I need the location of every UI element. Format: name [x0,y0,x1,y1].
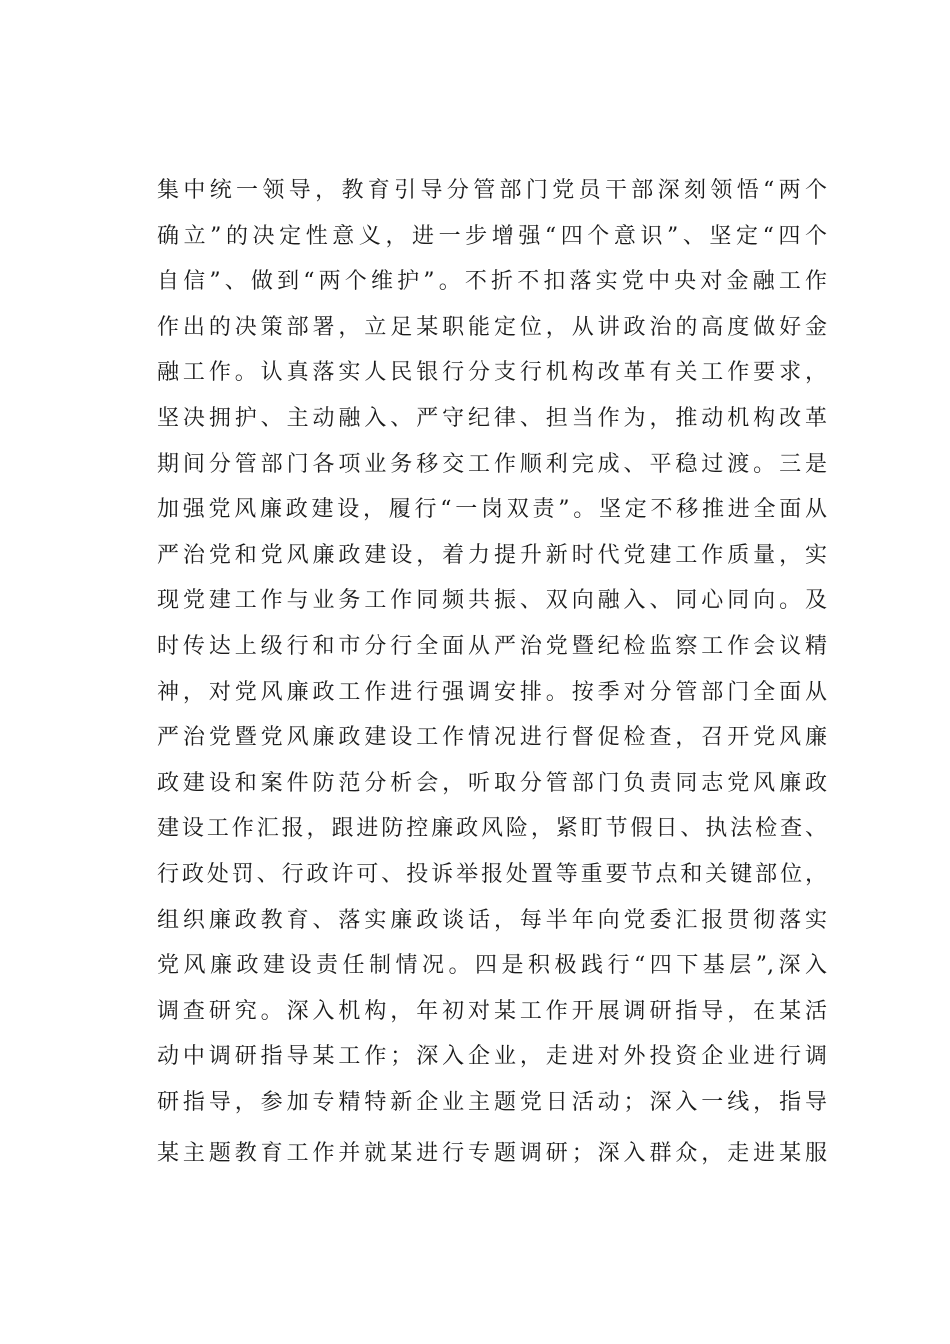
text-line: 加强党风廉政建设，履行“一岗双责”。坚定不移推进全面从 [157,497,827,523]
text-line: 集中统一领导，教育引导分管部门党员干部深刻领悟“两个 [157,178,827,203]
text-line: 党风廉政建设责任制情况。四是积极践行“四下基层”,深入 [157,953,827,979]
text-line: 严治党和党风廉政建设，着力提升新时代党建工作质量，实 [157,542,827,568]
text-line: 严治党暨党风廉政建设工作情况进行督促检查，召开党风廉 [157,725,827,751]
text-line: 建设工作汇报，跟进防控廉政风险，紧盯节假日、执法检查、 [157,816,827,842]
text-line: 现党建工作与业务工作同频共振、双向融入、同心同向。及 [157,588,827,614]
text-line: 期间分管部门各项业务移交工作顺利完成、平稳过渡。三是 [157,451,827,477]
text-line: 行政处罚、行政许可、投诉举报处置等重要节点和关键部位， [157,861,827,887]
text-line: 时传达上级行和市分行全面从严治党暨纪检监察工作会议精 [157,633,827,659]
text-line: 自信”、做到“两个维护”。不折不扣落实党中央对金融工作 [157,269,827,295]
text-line: 神，对党风廉政工作进行强调安排。按季对分管部门全面从 [157,679,827,705]
text-line: 坚决拥护、主动融入、严守纪律、担当作为，推动机构改革 [157,405,827,431]
text-line: 作出的决策部署，立足某职能定位，从讲政治的高度做好金 [157,314,827,340]
text-line: 调查研究。深入机构，年初对某工作开展调研指导，在某活 [157,998,827,1024]
text-line: 某主题教育工作并就某进行专题调研；深入群众，走进某服 [157,1141,827,1167]
text-line: 研指导，参加专精特新企业主题党日活动；深入一线，指导 [157,1089,827,1115]
text-line: 政建设和案件防范分析会，听取分管部门负责同志党风廉政 [157,770,827,796]
text-line: 动中调研指导某工作；深入企业，走进对外投资企业进行调 [157,1044,827,1070]
body-text [157,168,827,1177]
text-line: 组织廉政教育、落实廉政谈话，每半年向党委汇报贯彻落实 [157,907,827,933]
text-line: 确立”的决定性意义，进一步增强“四个意识”、坚定“四个 [157,223,827,249]
text-line: 融工作。认真落实人民银行分支行机构改革有关工作要求， [157,360,827,386]
